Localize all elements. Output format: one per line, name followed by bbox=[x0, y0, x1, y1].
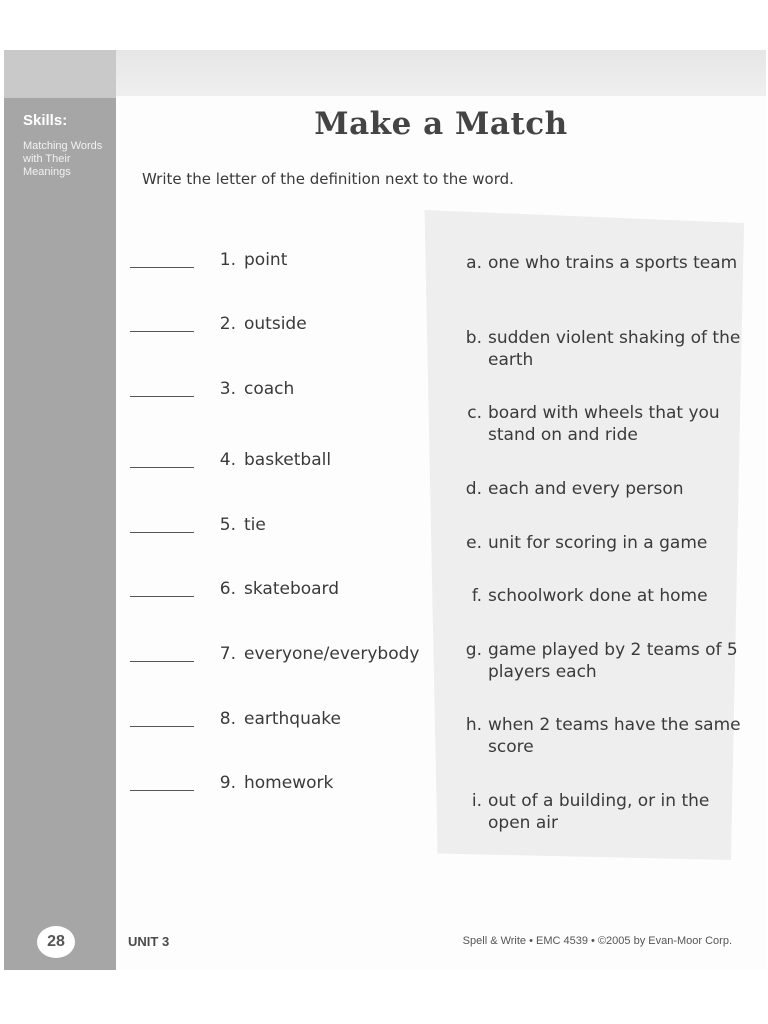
word-item-1 bbox=[130, 248, 287, 272]
word-text: outside bbox=[244, 314, 307, 334]
definition-letter: b. bbox=[465, 328, 482, 348]
answer-blank[interactable] bbox=[130, 596, 194, 597]
word-number: 5. bbox=[219, 515, 236, 535]
worksheet-page bbox=[4, 50, 766, 970]
word-number: 2. bbox=[219, 314, 236, 334]
word-text: skateboard bbox=[244, 579, 340, 599]
definition-item-a bbox=[456, 252, 748, 274]
answer-blank[interactable] bbox=[130, 467, 194, 468]
word-item-9 bbox=[130, 771, 333, 795]
definition-item-b bbox=[456, 327, 748, 371]
definition-text: schoolwork done at home bbox=[488, 586, 708, 606]
word-number: 4. bbox=[219, 450, 236, 470]
definition-item-c bbox=[456, 402, 748, 446]
word-number: 9. bbox=[219, 773, 236, 793]
word-item-5 bbox=[130, 513, 266, 537]
definition-text: when 2 teams have the same score bbox=[488, 715, 741, 757]
definition-text: game played by 2 teams of 5 players each bbox=[488, 640, 738, 682]
page-title: Make a Match bbox=[314, 106, 568, 142]
definition-letter: g. bbox=[465, 640, 482, 660]
word-item-4 bbox=[130, 448, 331, 472]
footer-credit: Spell & Write • EMC 4539 • ©2005 by Evan-Moor Corp. bbox=[462, 935, 732, 947]
word-text: tie bbox=[244, 515, 266, 535]
word-number: 3. bbox=[219, 379, 236, 399]
word-item-2 bbox=[130, 312, 307, 336]
answer-blank[interactable] bbox=[130, 396, 194, 397]
definition-letter: i. bbox=[471, 791, 482, 811]
skills-description: Matching Words with Their Meanings bbox=[23, 140, 103, 178]
answer-blank[interactable] bbox=[130, 532, 194, 533]
definition-item-e bbox=[456, 532, 748, 554]
word-text: everyone/everybody bbox=[244, 644, 420, 664]
definition-letter: h. bbox=[465, 715, 482, 735]
word-number: 6. bbox=[219, 579, 236, 599]
definition-text: board with wheels that you stand on and ride bbox=[488, 403, 720, 445]
definition-letter: d. bbox=[465, 479, 482, 499]
word-item-8 bbox=[130, 707, 341, 731]
definition-item-d bbox=[456, 478, 748, 500]
word-text: basketball bbox=[244, 450, 332, 470]
top-band bbox=[116, 50, 766, 96]
definition-text: one who trains a sports team bbox=[488, 253, 738, 273]
definition-item-h bbox=[456, 714, 748, 758]
definition-letter: a. bbox=[466, 253, 482, 273]
word-item-7 bbox=[130, 642, 419, 666]
definition-letter: c. bbox=[467, 403, 482, 423]
definition-letter: e. bbox=[466, 533, 482, 553]
page-number-badge: 28 bbox=[37, 926, 75, 958]
word-item-6 bbox=[130, 577, 339, 601]
definition-text: each and every person bbox=[488, 479, 684, 499]
word-number: 7. bbox=[219, 644, 236, 664]
word-number: 1. bbox=[219, 250, 236, 270]
word-text: earthquake bbox=[244, 709, 341, 729]
skills-title: Skills: bbox=[23, 112, 68, 129]
definition-text: sudden violent shaking of the earth bbox=[488, 328, 741, 370]
word-number: 8. bbox=[219, 709, 236, 729]
word-text: coach bbox=[244, 379, 295, 399]
answer-blank[interactable] bbox=[130, 790, 194, 791]
answer-blank[interactable] bbox=[130, 267, 194, 268]
word-item-3 bbox=[130, 377, 294, 401]
definition-item-f bbox=[456, 585, 748, 607]
definition-item-i bbox=[456, 790, 748, 834]
answer-blank[interactable] bbox=[130, 726, 194, 727]
definition-text: out of a building, or in the open air bbox=[488, 791, 710, 833]
instructions: Write the letter of the definition next to the word. bbox=[142, 170, 514, 188]
answer-blank[interactable] bbox=[130, 661, 194, 662]
word-text: point bbox=[244, 250, 288, 270]
definition-item-g bbox=[456, 639, 748, 683]
answer-blank[interactable] bbox=[130, 331, 194, 332]
definition-text: unit for scoring in a game bbox=[488, 533, 708, 553]
word-text: homework bbox=[244, 773, 334, 793]
sidebar-top-band bbox=[4, 50, 116, 98]
definition-letter: f. bbox=[471, 586, 482, 606]
sidebar bbox=[4, 50, 116, 970]
footer-unit: UNIT 3 bbox=[128, 934, 170, 949]
